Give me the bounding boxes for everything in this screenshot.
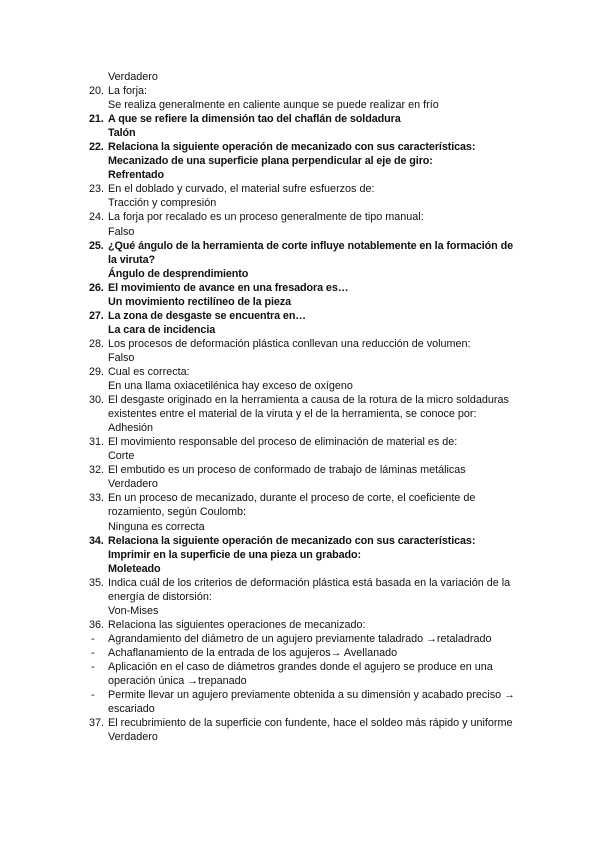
answer-text <box>0 196 600 210</box>
line-text: Ángulo de desprendimiento <box>108 267 249 280</box>
question-item <box>0 309 600 337</box>
line-text: Von-Mises <box>108 604 159 617</box>
answer-text <box>0 548 600 562</box>
question-text <box>0 337 600 351</box>
question-text <box>0 534 600 548</box>
question-item <box>0 210 600 238</box>
question-text <box>0 70 600 84</box>
line-text: Achaflanamiento de la entrada de los agujeros→ Avellanado <box>108 646 398 659</box>
line-text: El movimiento responsable del proceso de eliminación de material es de: <box>108 436 458 449</box>
line-text: El movimiento de avance en una fresadora es… <box>108 281 349 294</box>
line-text: Verdadero <box>108 478 158 491</box>
question-text <box>0 660 600 688</box>
question-item <box>0 491 600 533</box>
answer-text <box>0 449 600 463</box>
question-text <box>0 309 600 323</box>
question-item <box>0 463 600 491</box>
line-text: ¿Qué ángulo de la herramienta de corte influye notablemente en la formación de la viruta? <box>108 239 513 266</box>
line-text: En el doblado y curvado, el material sufre esfuerzos de: <box>108 183 375 196</box>
bullet-dash: - <box>91 689 95 702</box>
answer-text <box>0 730 600 744</box>
question-item <box>0 70 600 84</box>
question-number: 31. <box>89 436 105 449</box>
question-number: 26. <box>89 281 104 294</box>
question-number: 24. <box>89 211 105 224</box>
question-number: 30. <box>89 394 105 407</box>
line-text: Falso <box>108 351 135 364</box>
bullet-dash: - <box>91 660 95 673</box>
question-text <box>0 688 600 716</box>
line-text: A que se refiere la dimensión tao del chaflán de soldadura <box>108 113 401 126</box>
line-text: Mecanizado de una superficie plana perpendicular al eje de giro: <box>108 155 433 168</box>
question-item <box>0 337 600 365</box>
question-number: 33. <box>89 492 105 505</box>
question-number: 20. <box>89 85 105 98</box>
line-text: Relaciona la siguiente operación de mecanizado con sus características: <box>108 141 476 154</box>
question-number: 21. <box>89 113 104 126</box>
question-text <box>0 182 600 196</box>
line-text: Verdadero <box>108 71 158 83</box>
line-text: Verdadero <box>108 731 158 744</box>
question-text <box>0 239 600 267</box>
question-number: 37. <box>89 717 105 730</box>
line-text: Falso <box>108 225 135 238</box>
line-text: Un movimiento rectilíneo de la pieza <box>108 295 291 308</box>
answer-text <box>0 154 600 168</box>
answer-option-item <box>0 632 600 646</box>
line-text: Tracción y compresión <box>108 197 217 210</box>
line-text: En una llama oxiacetilénica hay exceso de oxígeno <box>108 380 353 393</box>
line-text: El recubrimiento de la superficie con fundente, hace el soldeo más rápido y uniforme <box>108 717 513 730</box>
line-text: Imprimir en la superficie de una pieza un grabado: <box>108 548 361 561</box>
question-text <box>0 393 600 421</box>
question-item <box>0 534 600 576</box>
question-text <box>0 84 600 98</box>
answer-option-item <box>0 688 600 716</box>
answer-text <box>0 520 600 534</box>
question-text <box>0 491 600 519</box>
question-item <box>0 84 600 112</box>
line-text: Relaciona las siguientes operaciones de mecanizado: <box>108 618 366 631</box>
line-text: Moleteado <box>108 562 161 575</box>
line-text: Adhesión <box>108 422 154 435</box>
line-text: El desgaste originado en la herramienta a causa de la rotura de la micro soldaduras existentes entre el material de la viruta y el de la herramienta, se conoce por: <box>108 394 509 421</box>
question-number: 28. <box>89 337 105 350</box>
line-text: Cual es correcta: <box>108 365 190 378</box>
line-text: La forja por recalado es un proceso generalmente de tipo manual: <box>108 211 424 224</box>
question-number: 35. <box>89 576 105 589</box>
line-text: Talón <box>108 127 136 140</box>
line-text: Los procesos de deformación plástica conllevan una reducción de volumen: <box>108 337 471 350</box>
question-text <box>0 281 600 295</box>
answer-text <box>0 477 600 491</box>
question-number: 23. <box>89 183 105 196</box>
question-text <box>0 365 600 379</box>
question-item <box>0 182 600 210</box>
question-number: 22. <box>89 141 104 154</box>
question-number: 29. <box>89 365 105 378</box>
line-text: Refrentado <box>108 169 164 182</box>
question-number: 36. <box>89 618 105 631</box>
bullet-dash: - <box>91 632 95 645</box>
line-text: El embutido es un proceso de conformado de trabajo de láminas metálicas <box>108 464 466 477</box>
question-item <box>0 393 600 435</box>
question-list <box>0 70 600 744</box>
answer-text <box>0 98 600 112</box>
question-text <box>0 140 600 154</box>
question-item <box>0 576 600 618</box>
answer-text <box>0 562 600 576</box>
line-text: La zona de desgaste se encuentra en… <box>108 309 307 322</box>
question-item <box>0 365 600 393</box>
question-item <box>0 716 600 744</box>
question-text <box>0 632 600 646</box>
line-text: Ninguna es correcta <box>108 520 205 533</box>
question-item <box>0 112 600 140</box>
line-text: Permite llevar un agujero previamente obtenida a su dimensión y acabado preciso → escariado <box>108 689 515 716</box>
answer-text <box>0 267 600 281</box>
answer-text <box>0 604 600 618</box>
question-text <box>0 112 600 126</box>
question-number: 34. <box>89 534 104 547</box>
question-item <box>0 239 600 281</box>
line-text: La forja: <box>108 85 148 98</box>
line-text: Agrandamiento del diámetro de un agujero previamente taladrado →retaladrado <box>108 632 492 645</box>
answer-text <box>0 379 600 393</box>
answer-option-item <box>0 646 600 660</box>
question-text <box>0 463 600 477</box>
question-text <box>0 435 600 449</box>
question-text <box>0 716 600 730</box>
question-item <box>0 618 600 632</box>
question-number: 32. <box>89 464 105 477</box>
question-number: 25. <box>89 239 104 252</box>
answer-text <box>0 351 600 365</box>
answer-text <box>0 295 600 309</box>
answer-text <box>0 168 600 182</box>
question-text <box>0 210 600 224</box>
answer-text <box>0 126 600 140</box>
line-text: La cara de incidencia <box>108 323 216 336</box>
question-text <box>0 618 600 632</box>
answer-text <box>0 323 600 337</box>
line-text: Se realiza generalmente en caliente aunque se puede realizar en frío <box>108 99 439 112</box>
line-text: Relaciona la siguiente operación de mecanizado con sus características: <box>108 534 476 547</box>
line-text: Indica cuál de los criterios de deformación plástica está basada en la variación de la energía de distorsión: <box>108 576 511 603</box>
question-text <box>0 576 600 604</box>
answer-text <box>0 225 600 239</box>
question-number: 27. <box>89 309 104 322</box>
question-item <box>0 281 600 309</box>
question-item <box>0 140 600 182</box>
answer-text <box>0 421 600 435</box>
question-text <box>0 646 600 660</box>
line-text: En un proceso de mecanizado, durante el proceso de corte, el coeficiente de rozamiento, según Coulomb: <box>108 492 476 519</box>
question-item <box>0 435 600 463</box>
bullet-dash: - <box>91 646 95 659</box>
line-text: Aplicación en el caso de diámetros grandes donde el agujero se produce en una operación única →trepanado <box>108 660 493 688</box>
answer-option-item <box>0 660 600 688</box>
line-text: Corte <box>108 450 135 463</box>
